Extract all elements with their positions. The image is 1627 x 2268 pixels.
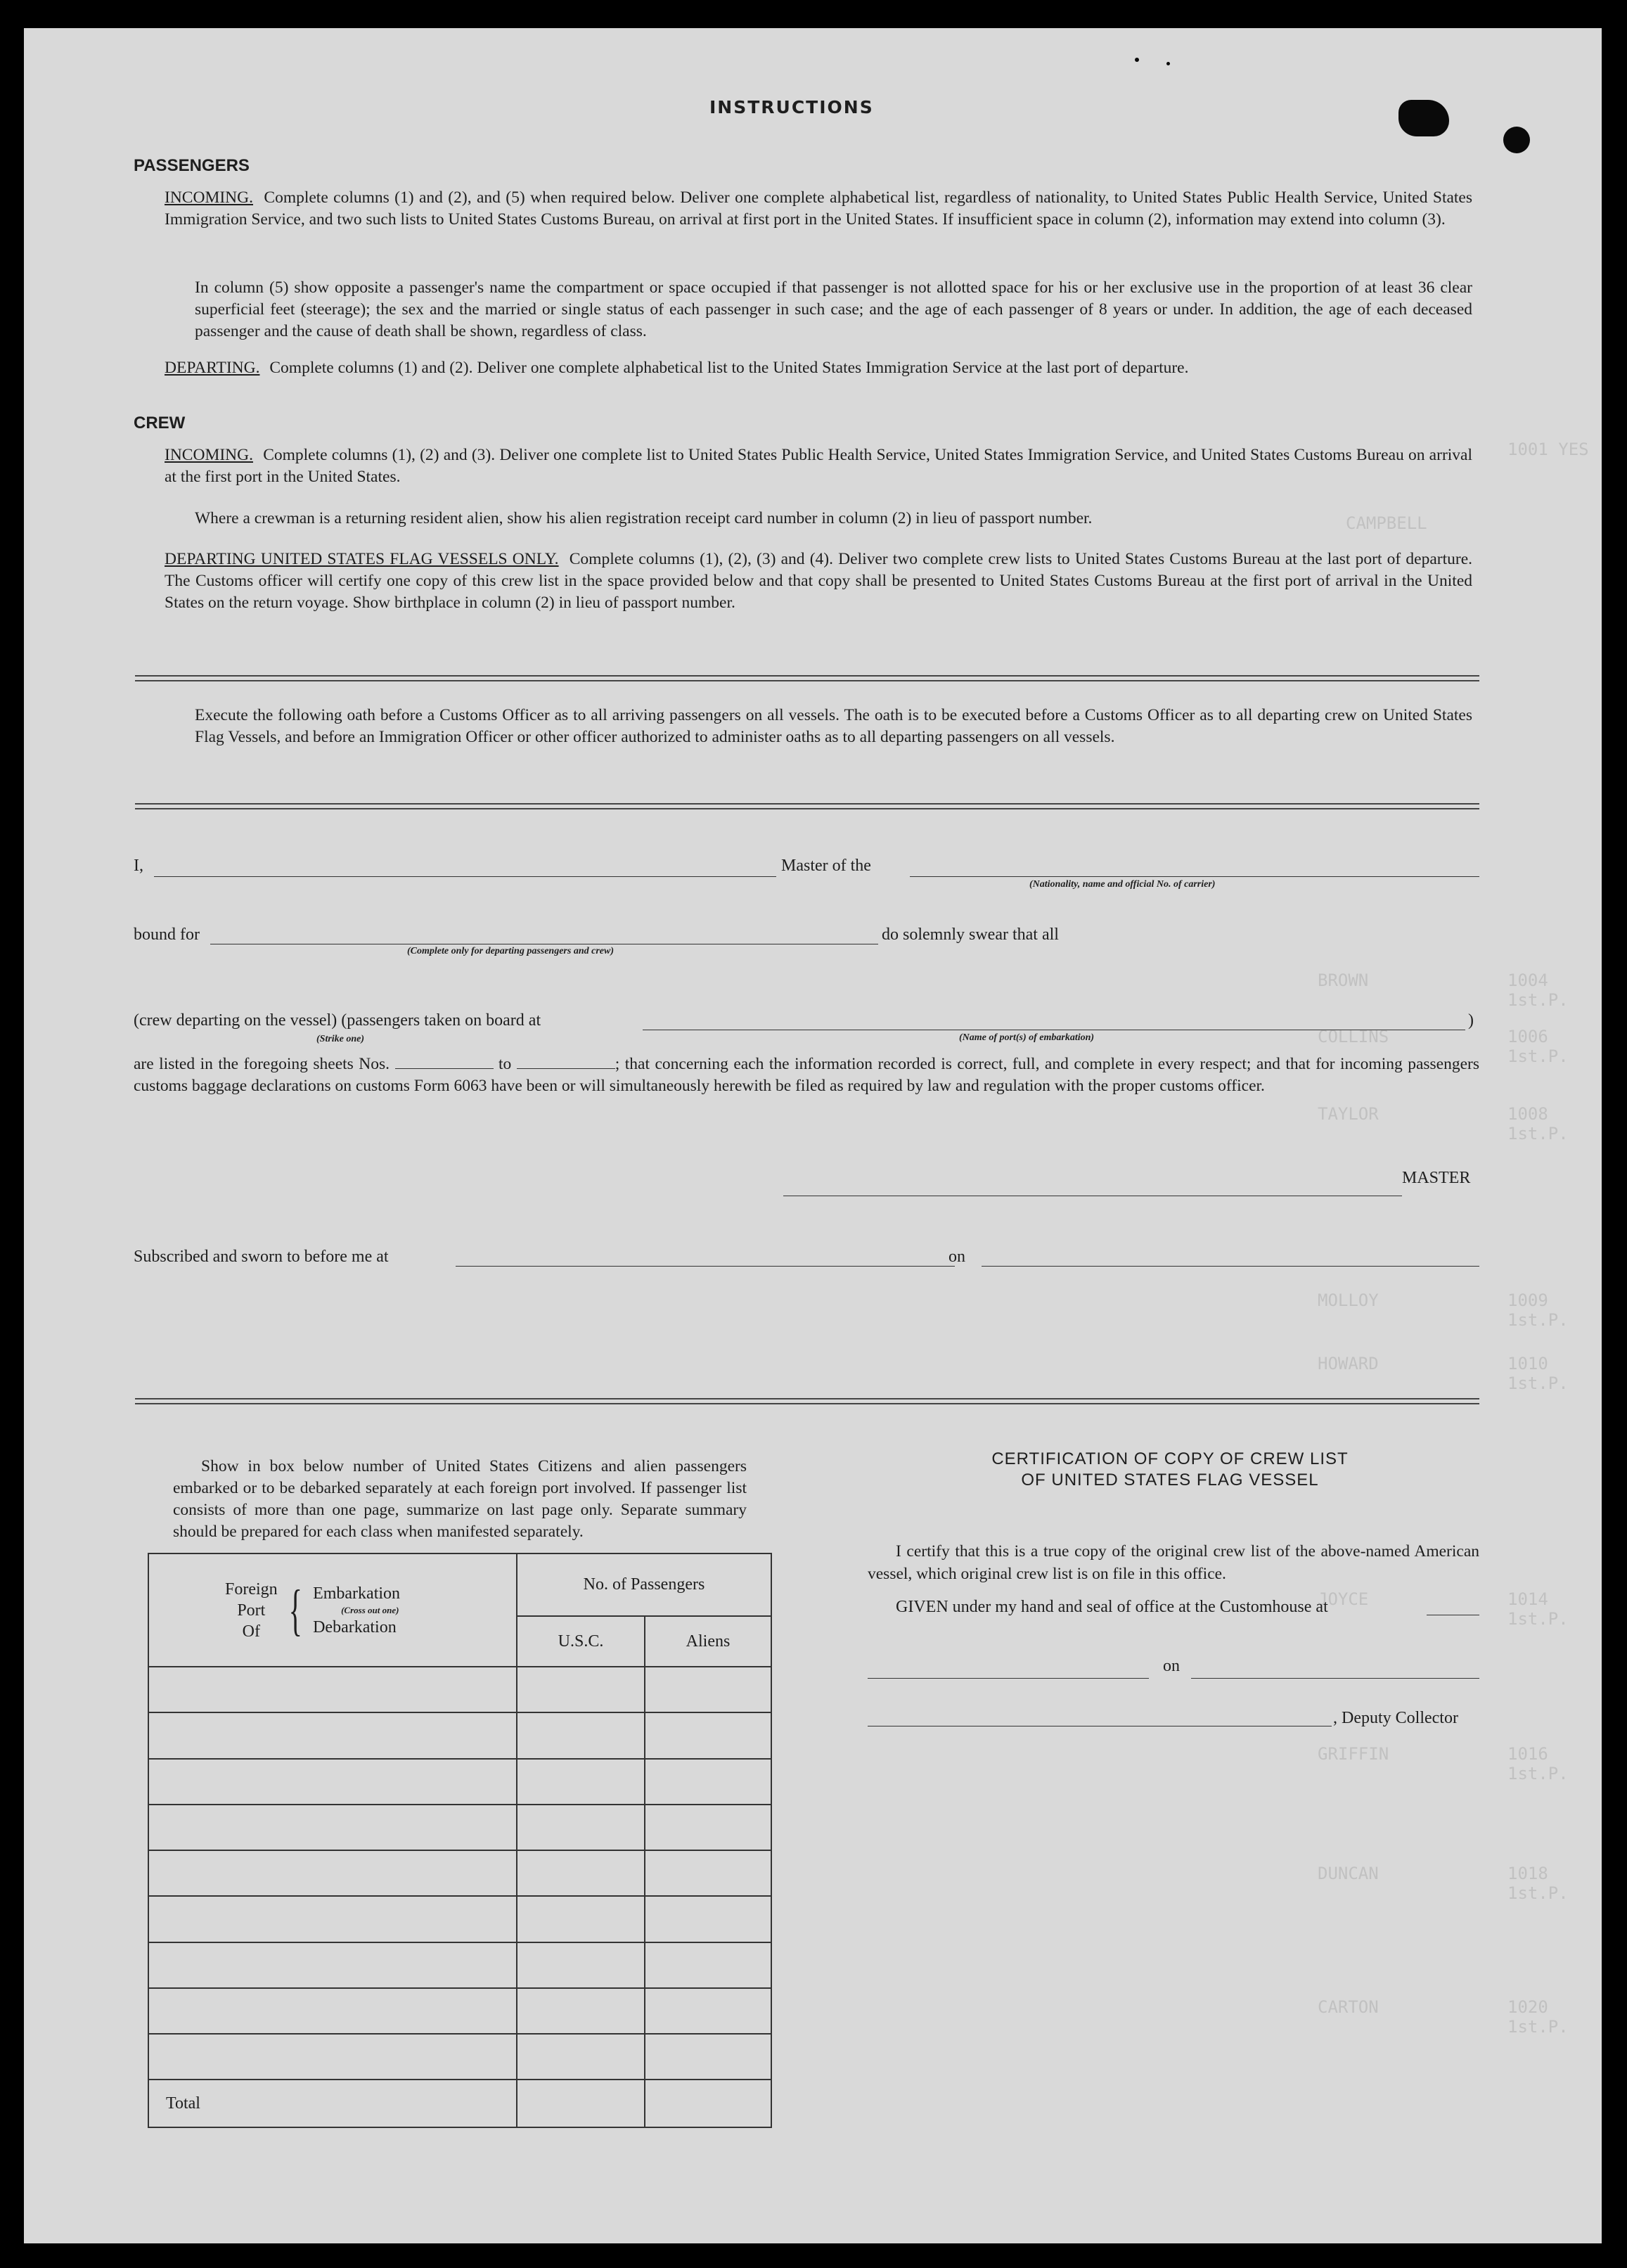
port-cell[interactable] <box>148 1850 517 1896</box>
no-of-passengers-header: No. of Passengers <box>517 1553 771 1616</box>
crew-departing-text: Complete columns (1), (2), (3) and (4). Deliver two complete crew lists to United States Customs Bureau at the last port of departure. The Customs officer will certify one copy of this crew list in the space provided below and that copy shall be presented to United States Customs Bureau at the first port of arrival in the United States on the return voyage. Show birthplace in column (2) in lieu of passport number. <box>165 550 1472 612</box>
passengers-incoming-label: INCOMING. <box>165 188 253 207</box>
port-cell[interactable] <box>148 1805 517 1850</box>
total-label: Total <box>148 2080 517 2127</box>
bleed-through-row: TAYLOR <box>1318 1104 1379 1124</box>
sheet-from-field[interactable] <box>395 1054 494 1069</box>
crew-heading: CREW <box>134 414 186 433</box>
bleed-through-row: 1004 1st.P. <box>1507 970 1569 1010</box>
bleed-through-row: MOLLOY <box>1318 1290 1379 1310</box>
port-cell[interactable] <box>148 1712 517 1758</box>
bleed-through-row: 1014 1st.P. <box>1507 1589 1569 1629</box>
sworn-on-label: on <box>948 1248 965 1266</box>
swear-label: do solemnly swear that all <box>882 925 1059 944</box>
passengers-departing-text: Complete columns (1) and (2). Deliver one complete alphabetical list to the United States Immigration Service at the last port of departure. <box>269 359 1189 377</box>
aliens-cell[interactable] <box>645 1942 771 1988</box>
crew-returning-paragraph: Where a crewman is a returning resident alien, show his alien registration receipt card number in column (2) in lieu of passport number. <box>195 509 1093 527</box>
brace-icon: { <box>288 1579 302 1641</box>
crew-departing-paragraph <box>165 549 1472 614</box>
crew-incoming-paragraph <box>165 444 1472 488</box>
bleed-through-row: 1010 1st.P. <box>1507 1354 1569 1393</box>
port-header-cell <box>148 1553 517 1667</box>
certification-title-line2: OF UNITED STATES FLAG VESSEL <box>1021 1471 1319 1489</box>
foregoing-label: are listed in the foregoing sheets Nos. <box>134 1055 390 1073</box>
passengers-incoming-paragraph <box>165 187 1472 231</box>
usc-cell[interactable] <box>517 1942 645 1988</box>
oath-i-label: I, <box>134 857 143 875</box>
section-divider <box>135 1398 1479 1404</box>
usc-cell[interactable] <box>517 1759 645 1805</box>
usc-cell[interactable] <box>517 1988 645 2034</box>
aliens-cell[interactable] <box>645 2034 771 2080</box>
port-label: Port <box>237 1601 266 1620</box>
master-name-field[interactable] <box>154 876 776 877</box>
bleed-through-row: 1020 1st.P. <box>1507 1997 1569 2037</box>
concerning-text: ; that concerning each the information recorded is correct, full, and complete in every respect; and that for incoming passengers customs baggage declarations on customs Form 6063 have been or will simultaneously herewith be filed as required by law and regulation with the proper customs officer. <box>134 1055 1480 1095</box>
certification-title <box>861 1449 1479 1491</box>
crew-incoming-label: INCOMING. <box>165 446 253 464</box>
cross-out-hint: (Cross out one) <box>341 1604 399 1615</box>
passengers-departing-label: DEPARTING. <box>165 359 260 377</box>
to-label: to <box>499 1055 512 1073</box>
aliens-cell[interactable] <box>645 1850 771 1896</box>
certification-date-right[interactable] <box>1191 1678 1479 1679</box>
carrier-hint: (Nationality, name and official No. of carrier) <box>1029 879 1216 890</box>
aliens-cell[interactable] <box>645 1712 771 1758</box>
summary-instructions: Show in box below number of United States Citizens and alien passengers embarked or to be debarked separately at each foreign port involved. If passenger list consists of more than one page, summarize on last page only. Separate summary should be prepared for each class when manifested separately. <box>173 1457 747 1541</box>
bleed-through-row: 1006 1st.P. <box>1507 1027 1569 1066</box>
aliens-cell[interactable] <box>645 1896 771 1942</box>
bleed-through-row: HOWARD <box>1318 1354 1379 1373</box>
usc-cell[interactable] <box>517 2034 645 2080</box>
form-page <box>24 28 1602 2243</box>
bleed-through-row: 1009 1st.P. <box>1507 1290 1569 1330</box>
page-title: INSTRUCTIONS <box>709 97 874 117</box>
ink-speck <box>1135 58 1139 62</box>
passengers-heading: PASSENGERS <box>134 156 250 175</box>
usc-cell[interactable] <box>517 1712 645 1758</box>
bleed-through-row: CARTON <box>1318 1997 1379 2017</box>
aliens-total-cell[interactable] <box>645 2080 771 2127</box>
bound-for-label: bound for <box>134 925 200 944</box>
usc-cell[interactable] <box>517 1805 645 1850</box>
of-label: Of <box>242 1622 260 1641</box>
bound-for-hint: (Complete only for departing passengers and crew) <box>407 946 614 956</box>
embarkation-label: Embarkation <box>313 1584 401 1603</box>
bleed-through-row: DUNCAN <box>1318 1864 1379 1883</box>
usc-header: U.S.C. <box>517 1616 645 1667</box>
sworn-place-field[interactable] <box>456 1266 955 1267</box>
carrier-field[interactable] <box>910 876 1479 877</box>
bleed-through-row: 1001 YES <box>1507 440 1589 459</box>
passengers-incoming-text: Complete columns (1) and (2), and (5) when required below. Deliver one complete alphabetical list, regardless of nationality, to United States Public Health Service, United States Immigration Service, and two such lists to United States Customs Bureau, on arrival at first port in the United States. If insufficient space in column (2), information may extend into column (3). <box>165 188 1473 229</box>
aliens-cell[interactable] <box>645 1667 771 1712</box>
sheet-to-field[interactable] <box>517 1054 615 1069</box>
bleed-through-row: JOYCE <box>1318 1589 1369 1609</box>
master-label: MASTER <box>1402 1169 1471 1187</box>
oath-intro-paragraph: Execute the following oath before a Customs Officer as to all arriving passengers on all vessels. The oath is to be executed before a Customs Officer as to all departing crew on United States Flag Vessels, and before an Immigration Officer or other officer authorized to administer oaths as to all departing passengers on all vessels. <box>195 706 1472 746</box>
aliens-header: Aliens <box>645 1616 771 1667</box>
foregoing-sheets-paragraph <box>134 1053 1479 1097</box>
bleed-through-row: BROWN <box>1318 970 1369 990</box>
deputy-collector-label: , Deputy Collector <box>1333 1709 1458 1727</box>
crew-departing-label: DEPARTING UNITED STATES FLAG VESSELS ONLY. <box>165 550 559 568</box>
ports-hint: (Name of port(s) of embarkation) <box>959 1032 1095 1043</box>
passenger-summary-table <box>148 1553 772 2128</box>
ink-blot <box>1398 100 1449 136</box>
port-cell[interactable] <box>148 1667 517 1712</box>
port-cell[interactable] <box>148 2034 517 2080</box>
subscribed-label: Subscribed and sworn to before me at <box>134 1248 389 1266</box>
aliens-cell[interactable] <box>645 1988 771 2034</box>
ink-dot <box>1503 127 1530 153</box>
debarkation-label: Debarkation <box>313 1617 397 1636</box>
usc-cell[interactable] <box>517 1667 645 1712</box>
bleed-through-row: CAMPBELL <box>1346 513 1427 533</box>
aliens-cell[interactable] <box>645 1805 771 1850</box>
section-divider <box>135 803 1479 809</box>
strike-one-hint: (Strike one) <box>316 1034 365 1044</box>
usc-total-cell[interactable] <box>517 2080 645 2127</box>
port-cell[interactable] <box>148 1759 517 1805</box>
bleed-through-row: COLLINS <box>1318 1027 1389 1046</box>
section-divider <box>135 675 1479 681</box>
aliens-cell[interactable] <box>645 1759 771 1805</box>
foreign-label: Foreign <box>225 1580 278 1599</box>
ink-speck <box>1166 62 1170 65</box>
close-paren: ) <box>1468 1011 1474 1030</box>
crew-departing-label: (crew departing on the vessel) (passengers taken on board at <box>134 1011 541 1030</box>
bleed-through-row: GRIFFIN <box>1318 1744 1389 1764</box>
port-cell[interactable] <box>148 1942 517 1988</box>
certification-title-line1: CERTIFICATION OF COPY OF CREW LIST <box>991 1449 1349 1468</box>
usc-cell[interactable] <box>517 1850 645 1896</box>
certification-text: I certify that this is a true copy of the original crew list of the above-named American vessel, which original crew list is on file in this office. <box>868 1542 1479 1583</box>
given-label: GIVEN under my hand and seal of office at the Customhouse at <box>896 1598 1328 1616</box>
column5-paragraph: In column (5) show opposite a passenger's name the compartment or space occupied if that passenger is not allotted space for his or her exclusive use in the proportion of at least 36 clear superficial feet (steerage); the sex and the married or single status of each passenger in such case; and the age of each passenger of 8 years or under. In addition, the age of each deceased passenger and the cause of death shall be shown, regardless of class. <box>195 278 1472 340</box>
certification-on-label: on <box>1163 1657 1180 1675</box>
certification-date-left[interactable] <box>868 1678 1149 1679</box>
port-cell[interactable] <box>148 1896 517 1942</box>
crew-incoming-text: Complete columns (1), (2) and (3). Deliver one complete list to United States Public Health Service, United States Immigration Service, and United States Customs Bureau on arrival at the first port in the United States. <box>165 446 1473 486</box>
usc-cell[interactable] <box>517 1896 645 1942</box>
master-of-label: Master of the <box>781 857 871 875</box>
bleed-through-row: 1018 1st.P. <box>1507 1864 1569 1903</box>
bleed-through-row: 1016 1st.P. <box>1507 1744 1569 1783</box>
bleed-through-row: 1008 1st.P. <box>1507 1104 1569 1143</box>
sworn-date-field[interactable] <box>982 1266 1479 1267</box>
port-cell[interactable] <box>148 1988 517 2034</box>
passengers-departing-paragraph <box>165 357 1479 379</box>
